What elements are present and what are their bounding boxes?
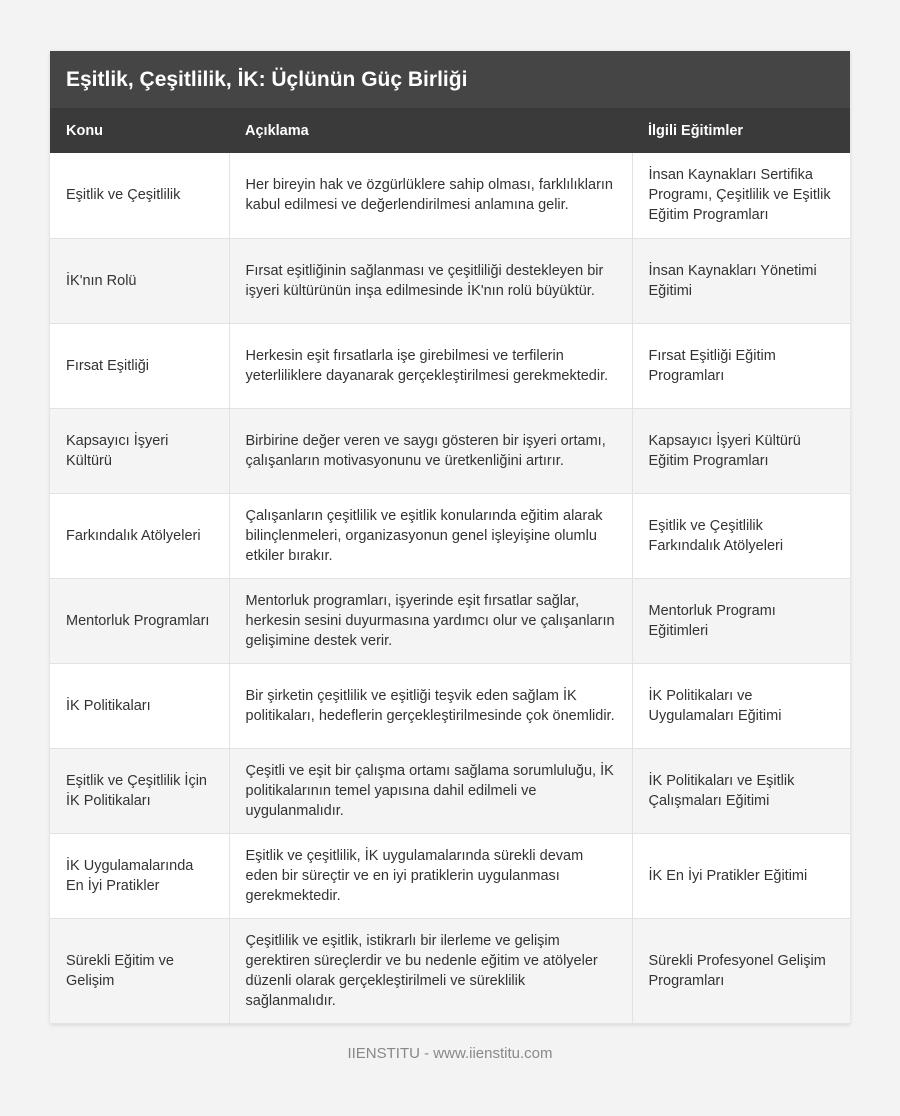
cell-training: İK Politikaları ve Uygulamaları Eğitimi: [632, 663, 850, 748]
footer-credit: IIENSTITU - www.iienstitu.com: [347, 1045, 553, 1062]
cell-description: Çalışanların çeşitlilik ve eşitlik konularında eğitim alarak bilinçlenmeleri, organizasyonun genel işleyişine olumlu etkiler bırakır.: [229, 493, 632, 578]
table-row: [50, 918, 850, 1023]
table-row: [50, 663, 850, 748]
data-table: [50, 108, 850, 1024]
table-row: [50, 408, 850, 493]
cell-topic: Eşitlik ve Çeşitlilik İçin İK Politikaları: [50, 748, 229, 833]
cell-description: Eşitlik ve çeşitlilik, İK uygulamalarında sürekli devam eden bir süreçtir ve en iyi pratiklerin uygulanması gerekmektedir.: [229, 833, 632, 918]
table-row: [50, 153, 850, 238]
cell-topic: İK Uygulamalarında En İyi Pratikler: [50, 833, 229, 918]
cell-training: Eşitlik ve Çeşitlilik Farkındalık Atölyeleri: [632, 493, 850, 578]
cell-training: Sürekli Profesyonel Gelişim Programları: [632, 918, 850, 1023]
cell-description: Mentorluk programları, işyerinde eşit fırsatlar sağlar, herkesin sesini duyurmasına yardımcı olur ve çalışanların gelişimine destek verir.: [229, 578, 632, 663]
cell-topic: Sürekli Eğitim ve Gelişim: [50, 918, 229, 1023]
cell-topic: İK Politikaları: [50, 663, 229, 748]
column-header-konu: Konu: [50, 108, 229, 153]
cell-training: Mentorluk Programı Eğitimleri: [632, 578, 850, 663]
cell-training: Kapsayıcı İşyeri Kültürü Eğitim Programları: [632, 408, 850, 493]
table-row: [50, 578, 850, 663]
cell-training: İK Politikaları ve Eşitlik Çalışmaları Eğitimi: [632, 748, 850, 833]
cell-topic: Fırsat Eşitliği: [50, 323, 229, 408]
cell-training: Fırsat Eşitliği Eğitim Programları: [632, 323, 850, 408]
cell-description: Çeşitli ve eşit bir çalışma ortamı sağlama sorumluluğu, İK politikalarının temel yapısına dahil edilmeli ve uygulanmalıdır.: [229, 748, 632, 833]
table-row: [50, 238, 850, 323]
cell-description: Her bireyin hak ve özgürlüklere sahip olması, farklılıkların kabul edilmesi ve değerlendirilmesi anlamına gelir.: [229, 153, 632, 238]
table-row: [50, 493, 850, 578]
column-header-egitimler: İlgili Eğitimler: [632, 108, 850, 153]
table-row: [50, 833, 850, 918]
cell-description: Çeşitlilik ve eşitlik, istikrarlı bir ilerleme ve gelişim gerektiren süreçlerdir ve bu nedenle eğitim ve atölyeler düzenli olarak gerçekleştirilmeli ve süreklilik sağlanmalıdır.: [229, 918, 632, 1023]
cell-description: Herkesin eşit fırsatlarla işe girebilmesi ve terfilerin yeterliliklere dayanarak gerçekleştirilmesi gerekmektedir.: [229, 323, 632, 408]
table-row: [50, 748, 850, 833]
cell-description: Bir şirketin çeşitlilik ve eşitliği teşvik eden sağlam İK politikaları, hedeflerin gerçekleştirilmesinde çok önemlidir.: [229, 663, 632, 748]
cell-topic: Farkındalık Atölyeleri: [50, 493, 229, 578]
table-row: [50, 323, 850, 408]
column-header-aciklama: Açıklama: [229, 108, 632, 153]
table-card: [50, 51, 850, 1024]
cell-topic: İK'nın Rolü: [50, 238, 229, 323]
cell-topic: Eşitlik ve Çeşitlilik: [50, 153, 229, 238]
cell-topic: Kapsayıcı İşyeri Kültürü: [50, 408, 229, 493]
cell-description: Birbirine değer veren ve saygı gösteren bir işyeri ortamı, çalışanların motivasyonunu ve üretkenliğini artırır.: [229, 408, 632, 493]
cell-description: Fırsat eşitliğinin sağlanması ve çeşitliliği destekleyen bir işyeri kültürünün inşa edilmesinde İK'nın rolü büyüktür.: [229, 238, 632, 323]
cell-training: İnsan Kaynakları Sertifika Programı, Çeşitlilik ve Eşitlik Eğitim Programları: [632, 153, 850, 238]
table-header-row: [50, 108, 850, 153]
cell-training: İnsan Kaynakları Yönetimi Eğitimi: [632, 238, 850, 323]
page-title: Eşitlik, Çeşitlilik, İK: Üçlünün Güç Birliği: [50, 51, 850, 108]
cell-topic: Mentorluk Programları: [50, 578, 229, 663]
cell-training: İK En İyi Pratikler Eğitimi: [632, 833, 850, 918]
